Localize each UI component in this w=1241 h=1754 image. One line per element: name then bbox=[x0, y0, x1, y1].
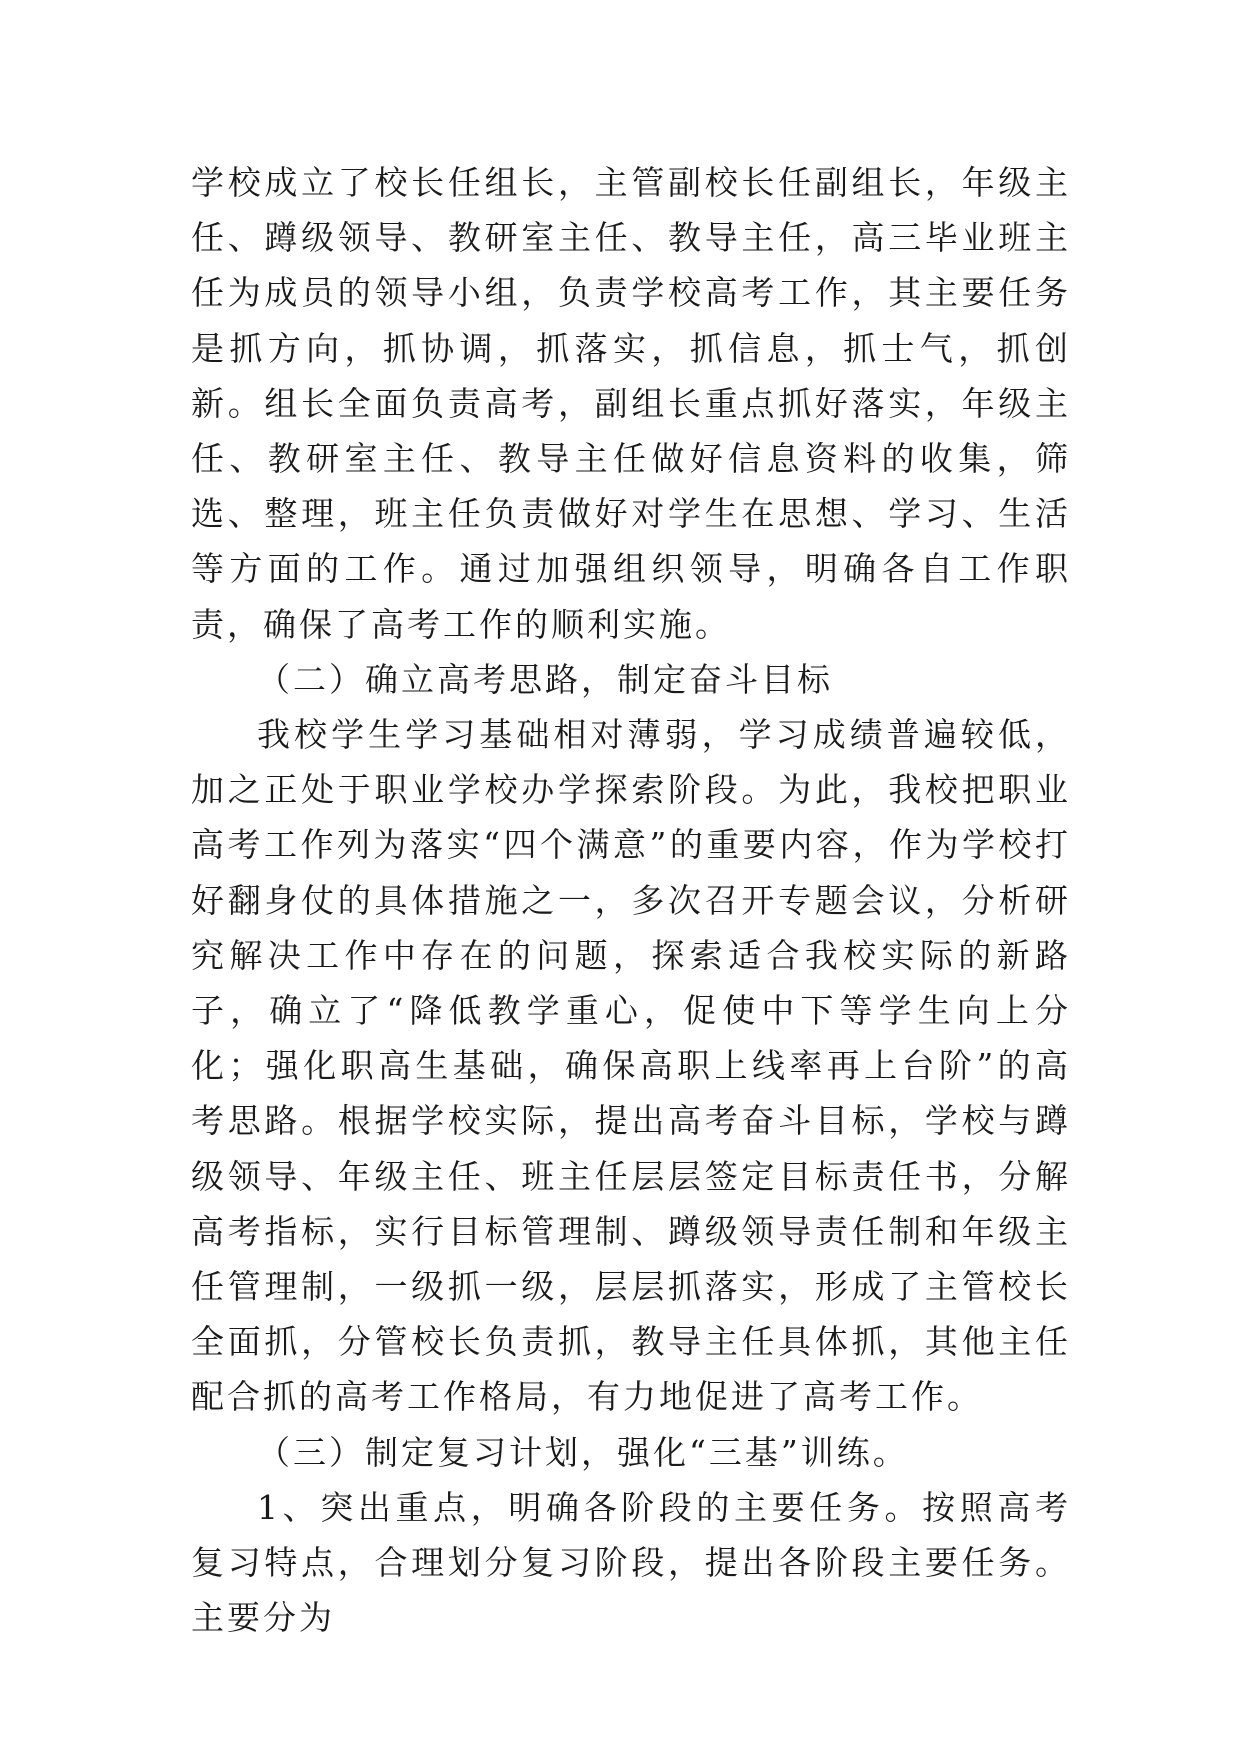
document-body bbox=[191, 155, 1071, 1645]
paragraph-leadership-group: 学校成立了校长任组长，主管副校长任副组长，年级主任、蹲级领导、教研室主任、教导主任，高三毕业班主任为成员的领导小组，负责学校高考工作，其主要任务是抓方向，抓协调，抓落实，抓信息，抓士气，抓创新。组长全面负责高考，副组长重点抓好落实，年级主任、教研室主任、教导主任做好信息资料的收集，筛选、整理，班主任负责做好对学生在思想、学习、生活等方面的工作。通过加强组织领导，明确各自工作职责，确保了高考工作的顺利实施。 bbox=[191, 163, 1071, 644]
section-heading-2: （二）确立高考思路，制定奋斗目标 bbox=[257, 659, 833, 699]
paragraph-exam-strategy: 我校学生学习基础相对薄弱，学习成绩普遍较低，加之正处于职业学校办学探索阶段。为此，我校把职业高考工作列为落实“四个满意”的重要内容，作为学校打好翻身仗的具体措施之一，多次召开专题会议，分析研究解决工作中存在的问题，探索适合我校实际的新路子，确立了“降低教学重心，促使中下等学生向上分化；强化职高生基础，确保高职上线率再上台阶”的高考思路。根据学校实际，提出高考奋斗目标，学校与蹲级领导、年级主任、班主任层层签定目标责任书，分解高考指标，实行目标管理制、蹲级领导责任制和年级主任管理制，一级抓一级，层层抓落实，形成了主管校长全面抓，分管校长负责抓，教导主任具体抓，其他主任配合抓的高考工作格局，有力地促进了高考工作。 bbox=[191, 715, 1071, 1417]
paragraph-review-phases: 1、突出重点，明确各阶段的主要任务。按照高考复习特点，合理划分复习阶段，提出各阶段主要任务。主要分为 bbox=[191, 1487, 1071, 1638]
section-heading-3: （三）制定复习计划，强化“三基”训练。 bbox=[257, 1432, 909, 1472]
